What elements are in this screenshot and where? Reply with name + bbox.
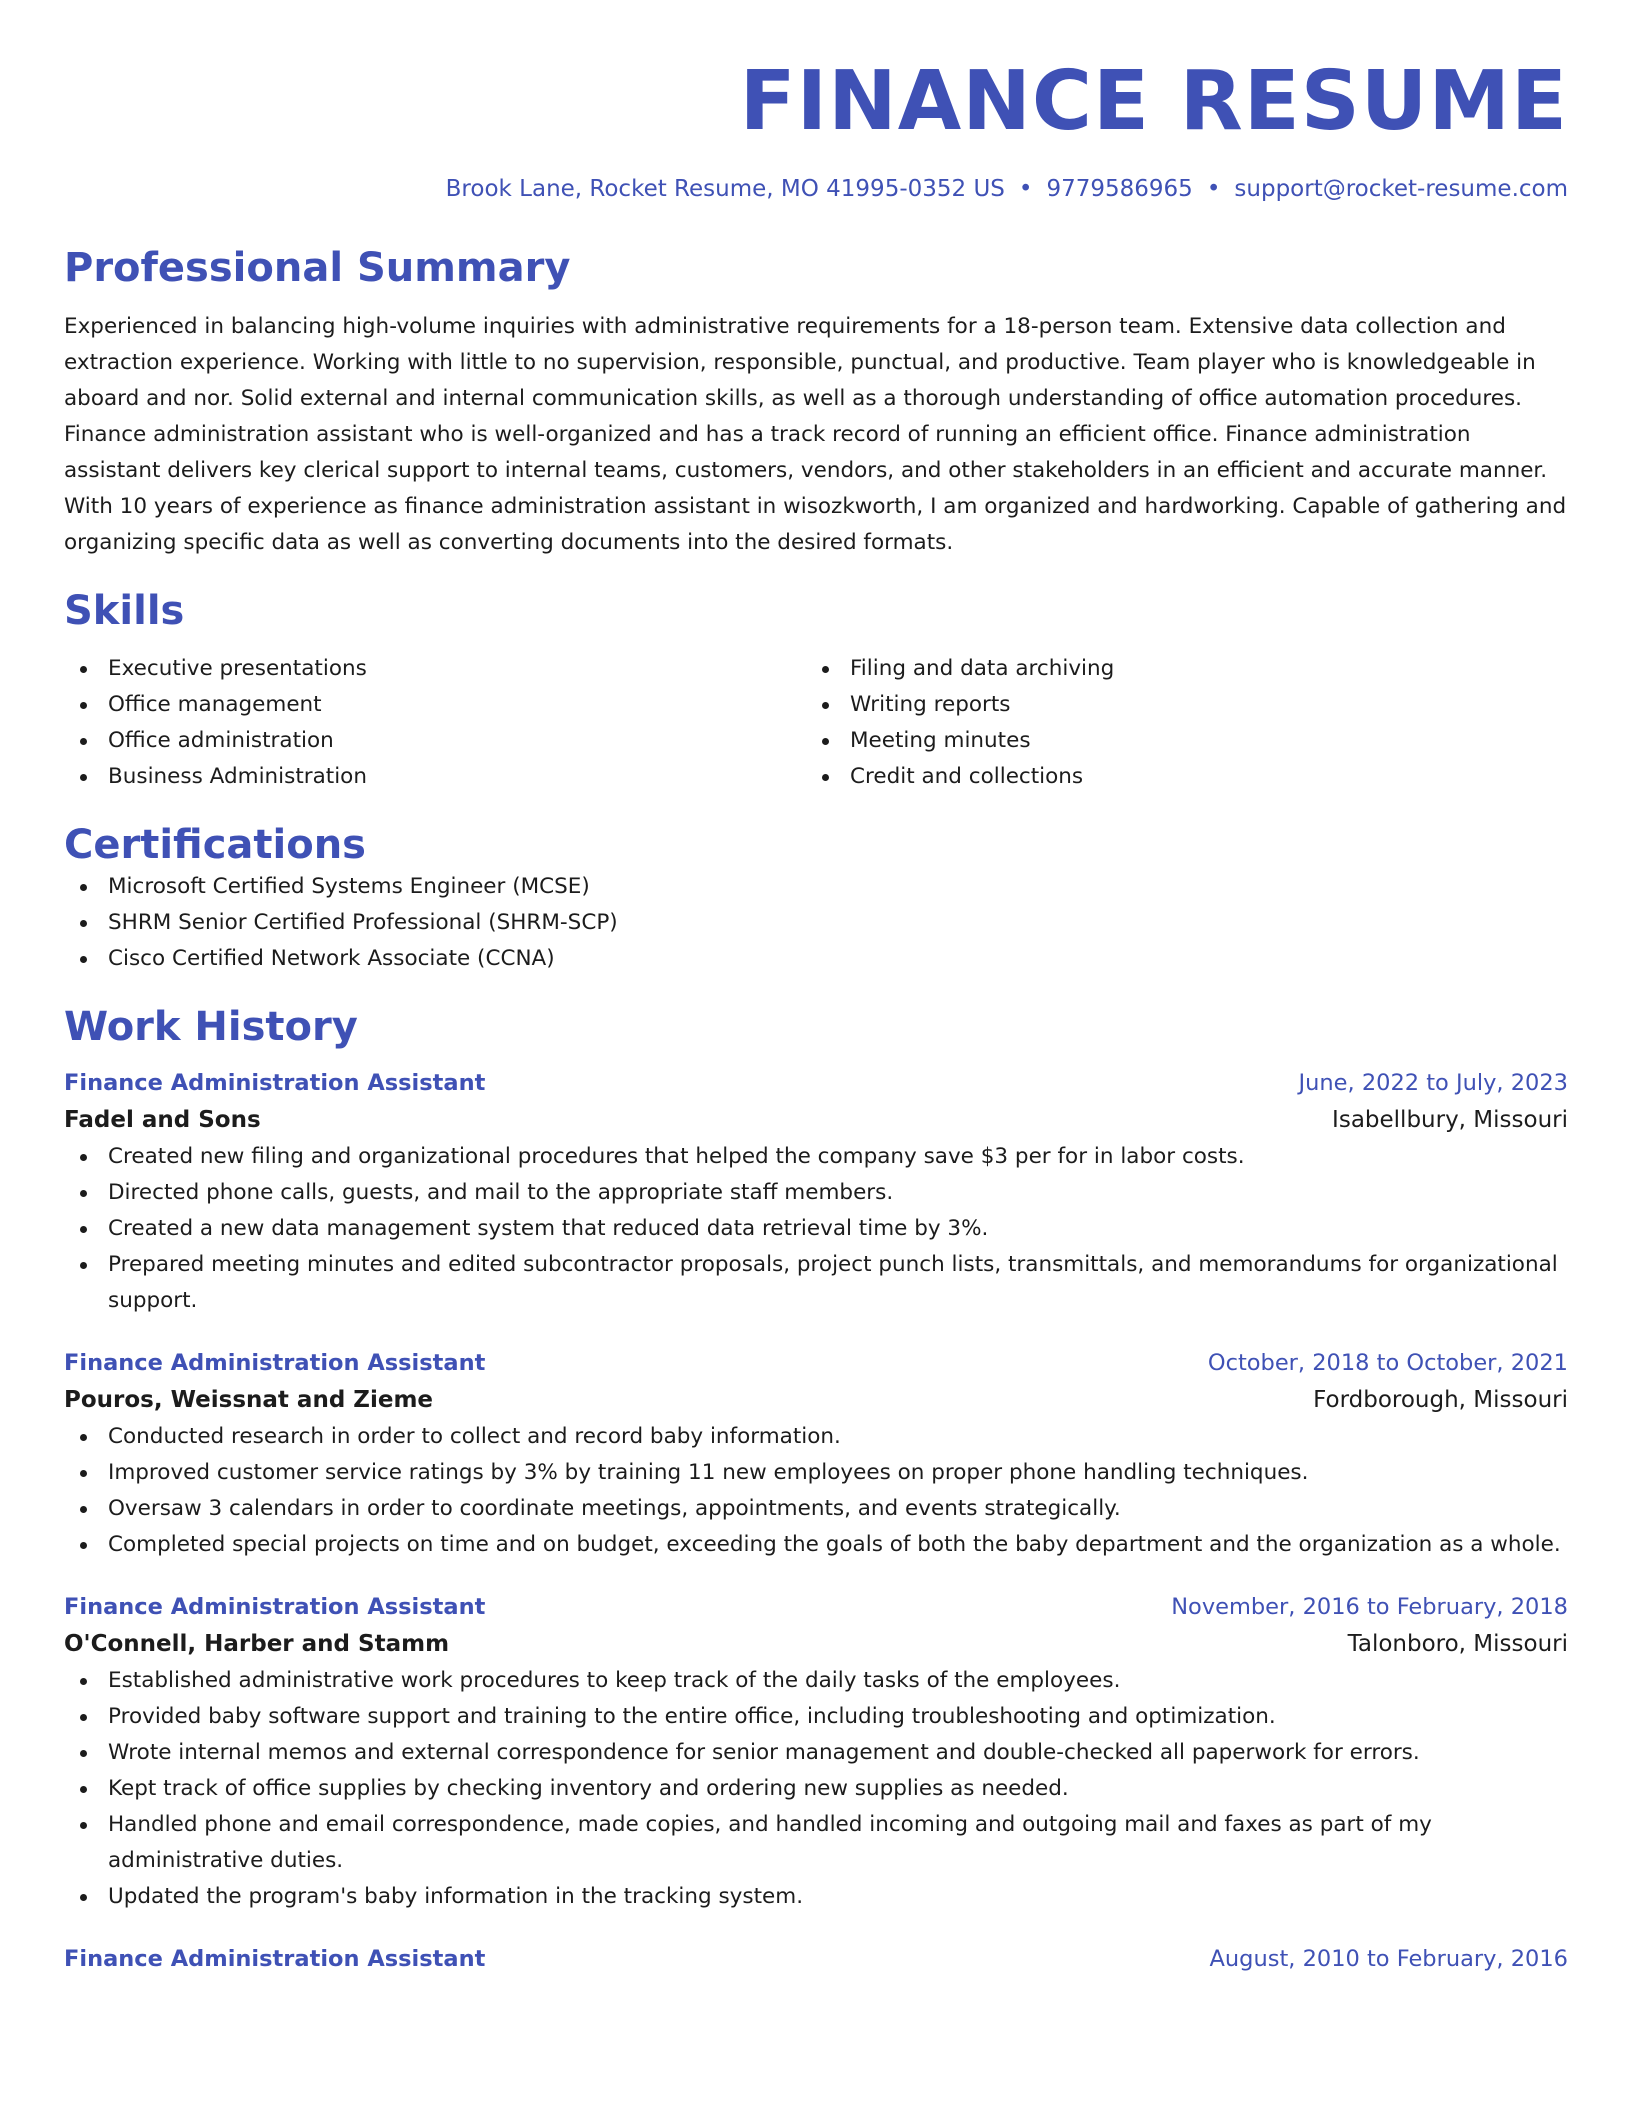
job-title: Finance Administration Assistant — [64, 1594, 486, 1620]
contact-separator: • — [1206, 176, 1221, 202]
job-location: Isabellbury, Missouri — [1332, 1107, 1568, 1133]
job-entry — [64, 1345, 1568, 1563]
resume-title: FINANCE RESUME — [739, 54, 1568, 149]
job-company: Pouros, Weissnat and Zieme — [64, 1387, 434, 1413]
job-bullet: Wrote internal memos and external correspondence for senior management and double-checked all paperwork for errors. — [64, 1735, 1568, 1771]
skill-item: Filing and data archiving — [806, 651, 1548, 687]
job-employer-row — [64, 1101, 1568, 1139]
job-dates: November, 2016 to February, 2018 — [1171, 1594, 1568, 1620]
summary-text: Experienced in balancing high-volume inquiries with administrative requirements for a 18-person team. Extensive data collection and extraction experience. Working with little to no supervision, responsible, punctual, and productive. Team player who is knowledgeable in aboard and nor. Solid external and internal communication skills, as well as a thorough understanding of office automation procedures. Finance administration assistant who is well-organized and has a track record of running an efficient office. Finance administration assistant delivers key clerical support to internal teams, customers, vendors, and other stakeholders in an efficient and accurate manner. With 10 years of experience as finance administration assistant in wisozkworth, I am organized and hardworking. Capable of gathering and organizing specific data as well as converting documents into the desired formats. — [64, 314, 1567, 555]
certification-item: SHRM Senior Certified Professional (SHRM-SCP) — [64, 905, 1568, 941]
job-employer-row — [64, 1381, 1568, 1419]
job-bullet: Directed phone calls, guests, and mail to the appropriate staff members. — [64, 1175, 1568, 1211]
certification-item: Microsoft Certified Systems Engineer (MCSE) — [64, 869, 1568, 905]
job-header-row — [64, 1345, 1568, 1381]
resume-page — [64, 56, 1568, 1977]
job-header-row — [64, 1065, 1568, 1101]
job-bullet: Prepared meeting minutes and edited subcontractor proposals, project punch lists, transmittals, and memorandums for organizational support. — [64, 1247, 1568, 1319]
job-bullet: Provided baby software support and training to the entire office, including troubleshooting and optimization. — [64, 1699, 1568, 1735]
job-company: Fadel and Sons — [64, 1107, 261, 1133]
job-dates: June, 2022 to July, 2023 — [1298, 1070, 1568, 1096]
job-bullet: Kept track of office supplies by checking inventory and ordering new supplies as needed. — [64, 1771, 1568, 1807]
job-bullet: Conducted research in order to collect and record baby information. — [64, 1419, 1568, 1455]
skills-heading: Skills — [64, 588, 185, 634]
contact-separator: • — [1018, 176, 1033, 202]
job-bullets — [64, 1139, 1568, 1319]
job-bullet: Improved customer service ratings by 3% by training 11 new employees on proper phone handling techniques. — [64, 1455, 1568, 1491]
job-employer-row — [64, 1625, 1568, 1663]
job-bullet: Handled phone and email correspondence, made copies, and handled incoming and outgoing mail and faxes as part of my administrative duties. — [64, 1807, 1568, 1879]
job-bullet: Established administrative work procedures to keep track of the daily tasks of the employees. — [64, 1663, 1568, 1699]
summary-heading: Professional Summary — [64, 245, 571, 291]
job-header-row — [64, 1941, 1568, 1977]
job-title: Finance Administration Assistant — [64, 1350, 486, 1376]
job-entry — [64, 1941, 1568, 1977]
contact-email[interactable]: support@rocket-resume.com — [1234, 176, 1568, 202]
skill-item: Office management — [64, 687, 806, 723]
job-location: Talonboro, Missouri — [1347, 1631, 1568, 1657]
job-title: Finance Administration Assistant — [64, 1070, 486, 1096]
certification-item: Cisco Certified Network Associate (CCNA) — [64, 941, 1568, 977]
skill-item: Executive presentations — [64, 651, 806, 687]
job-title: Finance Administration Assistant — [64, 1946, 486, 1972]
skill-item: Meeting minutes — [806, 723, 1548, 759]
job-bullet: Updated the program's baby information in the tracking system. — [64, 1879, 1568, 1915]
contact-line — [64, 174, 1568, 204]
contact-phone: 9779586965 — [1046, 176, 1193, 202]
skills-grid — [64, 651, 1568, 795]
work-history-heading: Work History — [64, 1004, 358, 1050]
contact-address: Brook Lane, Rocket Resume, MO 41995-0352 US — [445, 176, 1005, 202]
job-location: Fordborough, Missouri — [1313, 1387, 1568, 1413]
skills-list-right — [806, 651, 1548, 795]
job-bullets — [64, 1663, 1568, 1915]
job-bullet: Completed special projects on time and on budget, exceeding the goals of both the baby department and the organization as a whole. — [64, 1527, 1568, 1563]
job-header-row — [64, 1589, 1568, 1625]
skill-item: Writing reports — [806, 687, 1548, 723]
skill-item: Office administration — [64, 723, 806, 759]
job-company: O'Connell, Harber and Stamm — [64, 1631, 450, 1657]
job-bullet: Created a new data management system that reduced data retrieval time by 3%. — [64, 1211, 1568, 1247]
job-dates: August, 2010 to February, 2016 — [1209, 1946, 1568, 1972]
certifications-heading: Certifications — [64, 822, 366, 868]
job-bullets — [64, 1419, 1568, 1563]
job-bullet: Oversaw 3 calendars in order to coordinate meetings, appointments, and events strategically. — [64, 1491, 1568, 1527]
job-entry — [64, 1589, 1568, 1915]
job-bullet: Created new filing and organizational procedures that helped the company save $3 per for in labor costs. — [64, 1139, 1568, 1175]
job-entry — [64, 1065, 1568, 1319]
certifications-list — [64, 869, 1568, 977]
skill-item: Credit and collections — [806, 759, 1548, 795]
skills-list-left — [64, 651, 806, 795]
job-dates: October, 2018 to October, 2021 — [1207, 1350, 1568, 1376]
skill-item: Business Administration — [64, 759, 806, 795]
